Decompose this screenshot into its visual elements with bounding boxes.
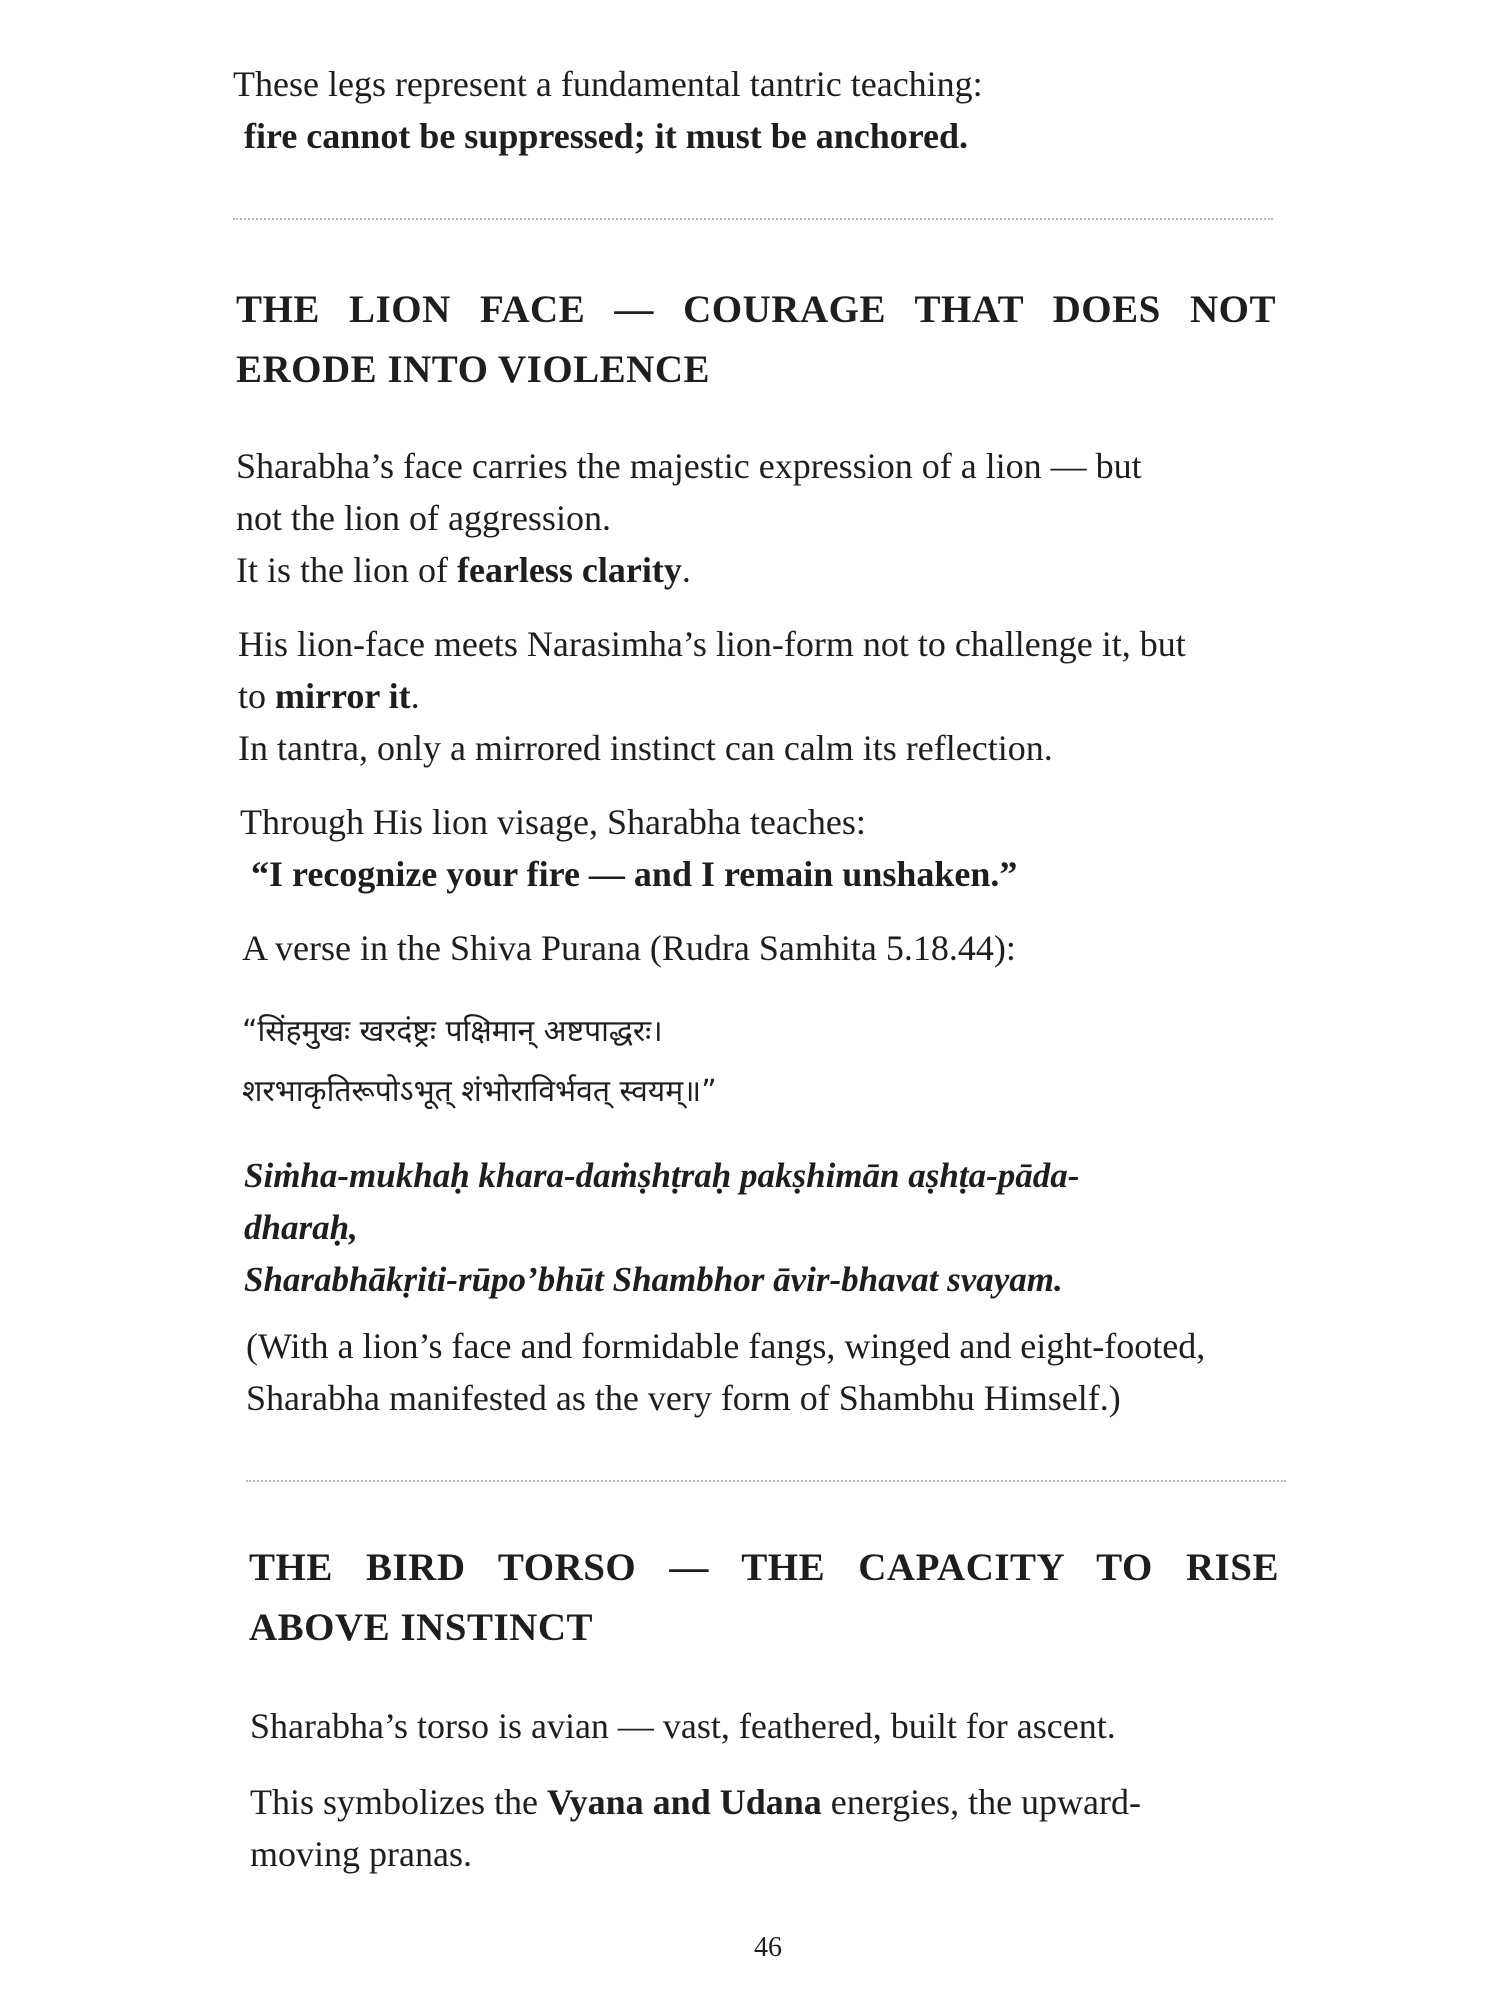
heading-line: ERODE INTO VIOLENCE xyxy=(236,348,711,391)
text-line: His lion-face meets Narasimha’s lion-form not to challenge it, but xyxy=(238,624,1186,664)
intro-bold-line: fire cannot be suppressed; it must be anchored. xyxy=(244,116,969,156)
sanskrit-verse xyxy=(242,1002,717,1122)
section-heading-lion-face xyxy=(236,280,1276,400)
heading-line: THE LION FACE — COURAGE THAT DOES NOT xyxy=(236,288,1276,331)
text-line: This symbolizes the Vyana and Udana energies, the upward- xyxy=(250,1782,1141,1822)
heading-line: THE BIRD TORSO — THE CAPACITY TO RISE xyxy=(249,1546,1279,1589)
text-line: moving pranas. xyxy=(250,1834,472,1874)
page-number: 46 xyxy=(754,1932,782,1963)
heading-line: ABOVE INSTINCT xyxy=(249,1606,594,1649)
sanskrit-line: “सिंहमुखः खरदंष्ट्रः पक्षिमान् अष्टपाद्धरः। xyxy=(242,1014,663,1049)
text-line: not the lion of aggression. xyxy=(236,498,611,538)
translit-line: Siṁha-mukhaḥ khara-daṁṣhṭraḥ pakṣhimān aṣhṭa-pāda- xyxy=(244,1156,1080,1195)
intro-line: These legs represent a fundamental tantric teaching: xyxy=(233,64,983,104)
translation xyxy=(246,1320,1205,1424)
text-line: (With a lion’s face and formidable fangs, winged and eight-footed, xyxy=(246,1326,1206,1366)
text-line: A verse in the Shiva Purana (Rudra Samhita 5.18.44): xyxy=(242,928,1016,968)
bird-paragraph-1 xyxy=(250,1700,1116,1752)
section-divider xyxy=(246,1480,1286,1482)
section-divider xyxy=(233,218,1273,220)
transliteration xyxy=(244,1150,1079,1306)
text-line: Sharabha’s torso is avian — vast, feathered, built for ascent. xyxy=(250,1706,1116,1746)
verse-intro xyxy=(242,922,1016,974)
section-heading-bird-torso xyxy=(249,1538,1279,1658)
lion-paragraph-1 xyxy=(236,440,1142,596)
text-line: Sharabha’s face carries the majestic expression of a lion — but xyxy=(236,446,1142,486)
sanskrit-line: शरभाकृतिरूपोऽभूत् शंभोराविर्भवत् स्वयम्॥” xyxy=(242,1074,717,1109)
translit-line: dharaḥ, xyxy=(244,1208,358,1247)
text-line: Through His lion visage, Sharabha teaches: xyxy=(240,802,866,842)
intro-paragraph xyxy=(233,58,983,162)
text-line: to mirror it. xyxy=(238,676,420,716)
text-line: It is the lion of fearless clarity. xyxy=(236,550,691,590)
emphasis: Vyana and Udana xyxy=(546,1782,822,1822)
emphasis: mirror it xyxy=(275,676,411,716)
text-line: In tantra, only a mirrored instinct can calm its reflection. xyxy=(238,728,1053,768)
lion-paragraph-3 xyxy=(240,796,1017,900)
translit-line: Sharabhākṛiti-rūpo’bhūt Shambhor āvir-bhavat svayam. xyxy=(244,1260,1063,1299)
lion-paragraph-2 xyxy=(238,618,1186,774)
bird-paragraph-2 xyxy=(250,1776,1141,1880)
text-line: Sharabha manifested as the very form of Shambhu Himself.) xyxy=(246,1378,1121,1418)
quote-line: “I recognize your fire — and I remain unshaken.” xyxy=(251,854,1018,894)
emphasis: fearless clarity xyxy=(456,550,682,590)
